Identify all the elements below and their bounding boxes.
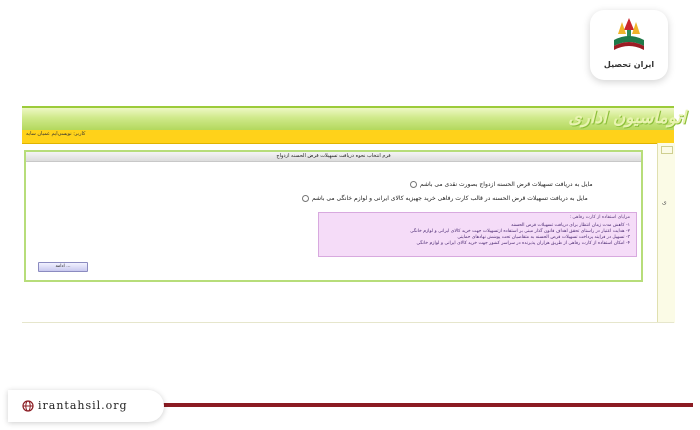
brand-domain-badge[interactable] bbox=[8, 390, 164, 422]
page-divider bbox=[22, 322, 674, 323]
option-cash[interactable] bbox=[410, 181, 593, 188]
continue-button[interactable]: ادامه ... bbox=[38, 262, 88, 272]
right-panel-label: ی bbox=[662, 199, 667, 206]
brand-accent-line bbox=[150, 403, 693, 407]
brand-logo-text: ایران تحصیل bbox=[603, 60, 655, 69]
globe-icon bbox=[22, 400, 34, 412]
form-title: فرم انتخاب نحوه دریافت تسهیلات قرض الحسنه ازدواج bbox=[26, 152, 641, 162]
right-side-panel bbox=[657, 143, 675, 323]
option-welfare-card-radio[interactable] bbox=[302, 195, 309, 202]
user-bar bbox=[22, 130, 674, 144]
benefit-item: ۴- امکان استفاده از کارت رفاهی از طریق هزاران پذیرنده در سراسر کشور جهت خرید کالای ایرانی و لوازم خانگی bbox=[416, 241, 630, 246]
brand-domain-text: irantahsil.org bbox=[38, 399, 128, 412]
option-cash-radio[interactable] bbox=[410, 181, 417, 188]
option-cash-label: مایل به دریافت تسهیلات قرض الحسنه ازدواج بصورت نقدی می باشم bbox=[420, 181, 593, 188]
brand-logo-card bbox=[590, 10, 668, 80]
book-logo-icon bbox=[590, 10, 668, 60]
benefits-title: مزایای استفاده از کارت رفاهی : bbox=[569, 215, 630, 220]
welfare-card-benefits bbox=[318, 212, 637, 257]
benefit-item: ۱- کاهش مدت زمان انتظار برای دریافت تسهیلات قرض الحسنه bbox=[511, 223, 630, 228]
banner-title: اتوماسیون اداری bbox=[568, 108, 686, 128]
benefit-item: ۳- تسهیل در فرایند پرداخت تسهیلات قرض الحسنه به متقاضیان تحت پوشش نهادهای حمایتی bbox=[457, 235, 630, 240]
benefit-item: ۲- هدایت اعتبار در راستای تحقق اهداف قانون گذار مبنی بر استفاده ازتسهیلات جهت خرید کالای ایرانی و لوازم خانگی bbox=[410, 229, 630, 234]
loan-choice-form bbox=[24, 150, 643, 282]
panel-box bbox=[661, 146, 673, 154]
option-welfare-card-label: مایل به دریافت تسهیلات قرض الحسنه در قالب کارت رفاهی خرید جهیزیه کالای ایرانی و لوازم خانگی می باشم bbox=[312, 195, 588, 202]
option-welfare-card[interactable] bbox=[302, 195, 588, 202]
user-label: کاربر: نویسی‌ایم عمیان سایه bbox=[26, 131, 86, 137]
